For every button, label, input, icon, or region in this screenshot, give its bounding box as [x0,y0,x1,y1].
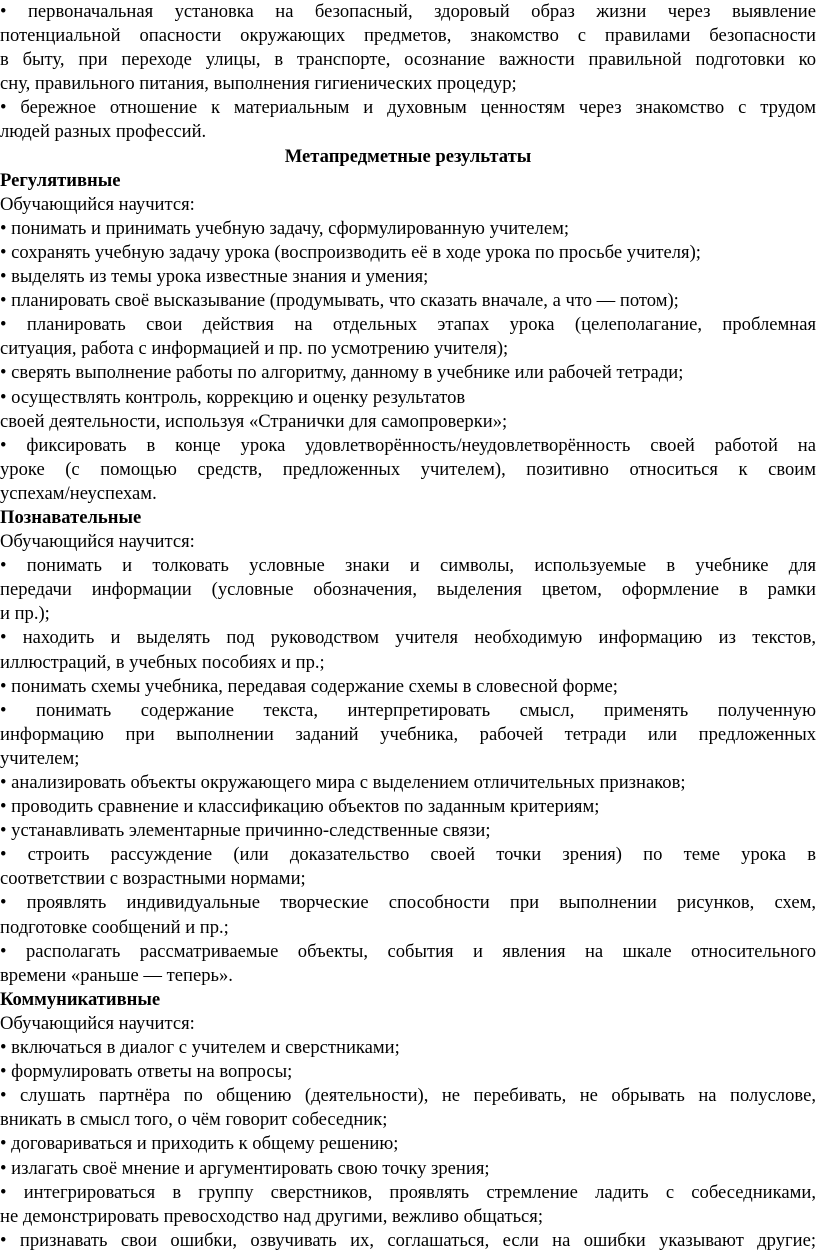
cognitive-section [0,506,816,988]
text-line: потенциальной опасности окружающих предметов, знакомство с правилами безопасности [0,25,816,47]
list-item: • анализировать объекты окружающего мира с выделением отличительных признаков; [0,772,686,793]
text-line: людей разных профессий. [0,121,207,143]
list-item: • осуществлять контроль, коррекцию и оценку результатов [0,386,466,408]
list-item: • устанавливать элементарные причинно-следственные связи; [0,820,491,842]
section-heading: Регулятивные [0,169,121,191]
communicative-section [0,988,816,1253]
list-item: • излагать своё мнение и аргументировать свою точку зрения; [0,1157,490,1179]
text-line: • бережное отношение к материальным и духовным ценностям через знакомство с трудом [0,97,816,119]
list-item: ситуация, работа с информацией и пр. по усмотрению учителя); [0,338,509,360]
list-item: • интегрироваться в группу сверстников, проявлять стремление ладить с собеседниками, [0,1181,816,1203]
list-item: своей деятельности, используя «Странички для самопроверки»; [0,410,508,432]
list-item: иллюстраций, в учебных пособиях и пр.; [0,651,325,673]
list-item: • включаться в диалог с учителем и сверстниками; [0,1037,400,1059]
text-line: в быту, при переходе улицы, в транспорте, осознание важности правильной подготовки ко [0,49,816,71]
regulative-section [0,169,816,506]
list-item: подготовке сообщений и пр.; [0,916,229,938]
section-title: Метапредметные результаты [284,145,532,167]
list-item: • понимать и принимать учебную задачу, сформулированную учителем; [0,217,570,239]
list-item: • понимать и толковать условные знаки и символы, используемые в учебнике для [0,555,816,577]
list-item: • строить рассуждение (или доказательство своей точки зрения) по теме урока в [0,844,816,866]
list-item: и пр.); [0,603,50,625]
list-item: • проводить сравнение и классификацию объектов по заданным критериям; [0,796,600,818]
list-item: • располагать рассматриваемые объекты, события и явления на шкале относительного [0,940,816,962]
list-item: не демонстрировать превосходство над другими, вежливо общаться; [0,1205,544,1227]
list-item: • признавать свои ошибки, озвучивать их, соглашаться, если на ошибки указывают другие; [0,1229,816,1251]
list-item: • слушать партнёра по общению (деятельности), не перебивать, не обрывать на полуслове, [0,1085,816,1107]
section-heading: Коммуникативные [0,988,161,1010]
list-item: • выделять из темы урока известные знания и умения; [0,266,429,288]
list-item: передачи информации (условные обозначения, выделения цветом, оформление в рамки [0,579,816,601]
list-item: • планировать свои действия на отдельных этапах урока (целеполагание, проблемная [0,314,816,336]
list-item: • проявлять индивидуальные творческие способности при выполнении рисунков, схем, [0,892,816,914]
list-item: • договариваться и приходить к общему решению; [0,1133,399,1155]
list-item: • формулировать ответы на вопросы; [0,1061,293,1083]
text-line: • первоначальная установка на безопасный, здоровый образ жизни через выявление [0,1,816,22]
list-item: успехам/неуспехам. [0,482,157,504]
list-item: соответствии с возрастными нормами; [0,868,306,890]
list-item: учителем; [0,747,80,769]
list-item: • фиксировать в конце урока удовлетворённость/неудовлетворённость своей работой на [0,434,816,456]
list-item: • сверять выполнение работы по алгоритму, данному в учебнике или рабочей тетради; [0,362,684,384]
list-item: • сохранять учебную задачу урока (воспроизводить её в ходе урока по просьбе учителя); [0,241,701,263]
section-intro: Обучающийся научится: [0,1012,195,1034]
list-item: уроке (с помощью средств, предложенных учителем), позитивно относиться к своим [0,458,816,480]
list-item: • понимать схемы учебника, передавая содержание схемы в словесной форме; [0,675,618,697]
list-item: • находить и выделять под руководством учителя необходимую информацию из текстов, [0,627,816,649]
list-item: вникать в смысл того, о чём говорит собеседник; [0,1109,388,1131]
text-line: сну, правильного питания, выполнения гигиенических процедур; [0,73,517,95]
section-intro: Обучающийся научится: [0,531,195,553]
list-item: • понимать содержание текста, интерпретировать смысл, применять полученную [0,699,816,721]
section-heading: Познавательные [0,506,142,528]
list-item: • планировать своё высказывание (продумывать, что сказать вначале, а что — потом); [0,290,679,312]
list-item: времени «раньше — теперь». [0,964,233,986]
intro-block [0,0,816,145]
list-item: информацию при выполнении заданий учебника, рабочей тетради или предложенных [0,723,816,745]
section-intro: Обучающийся научится: [0,193,195,215]
